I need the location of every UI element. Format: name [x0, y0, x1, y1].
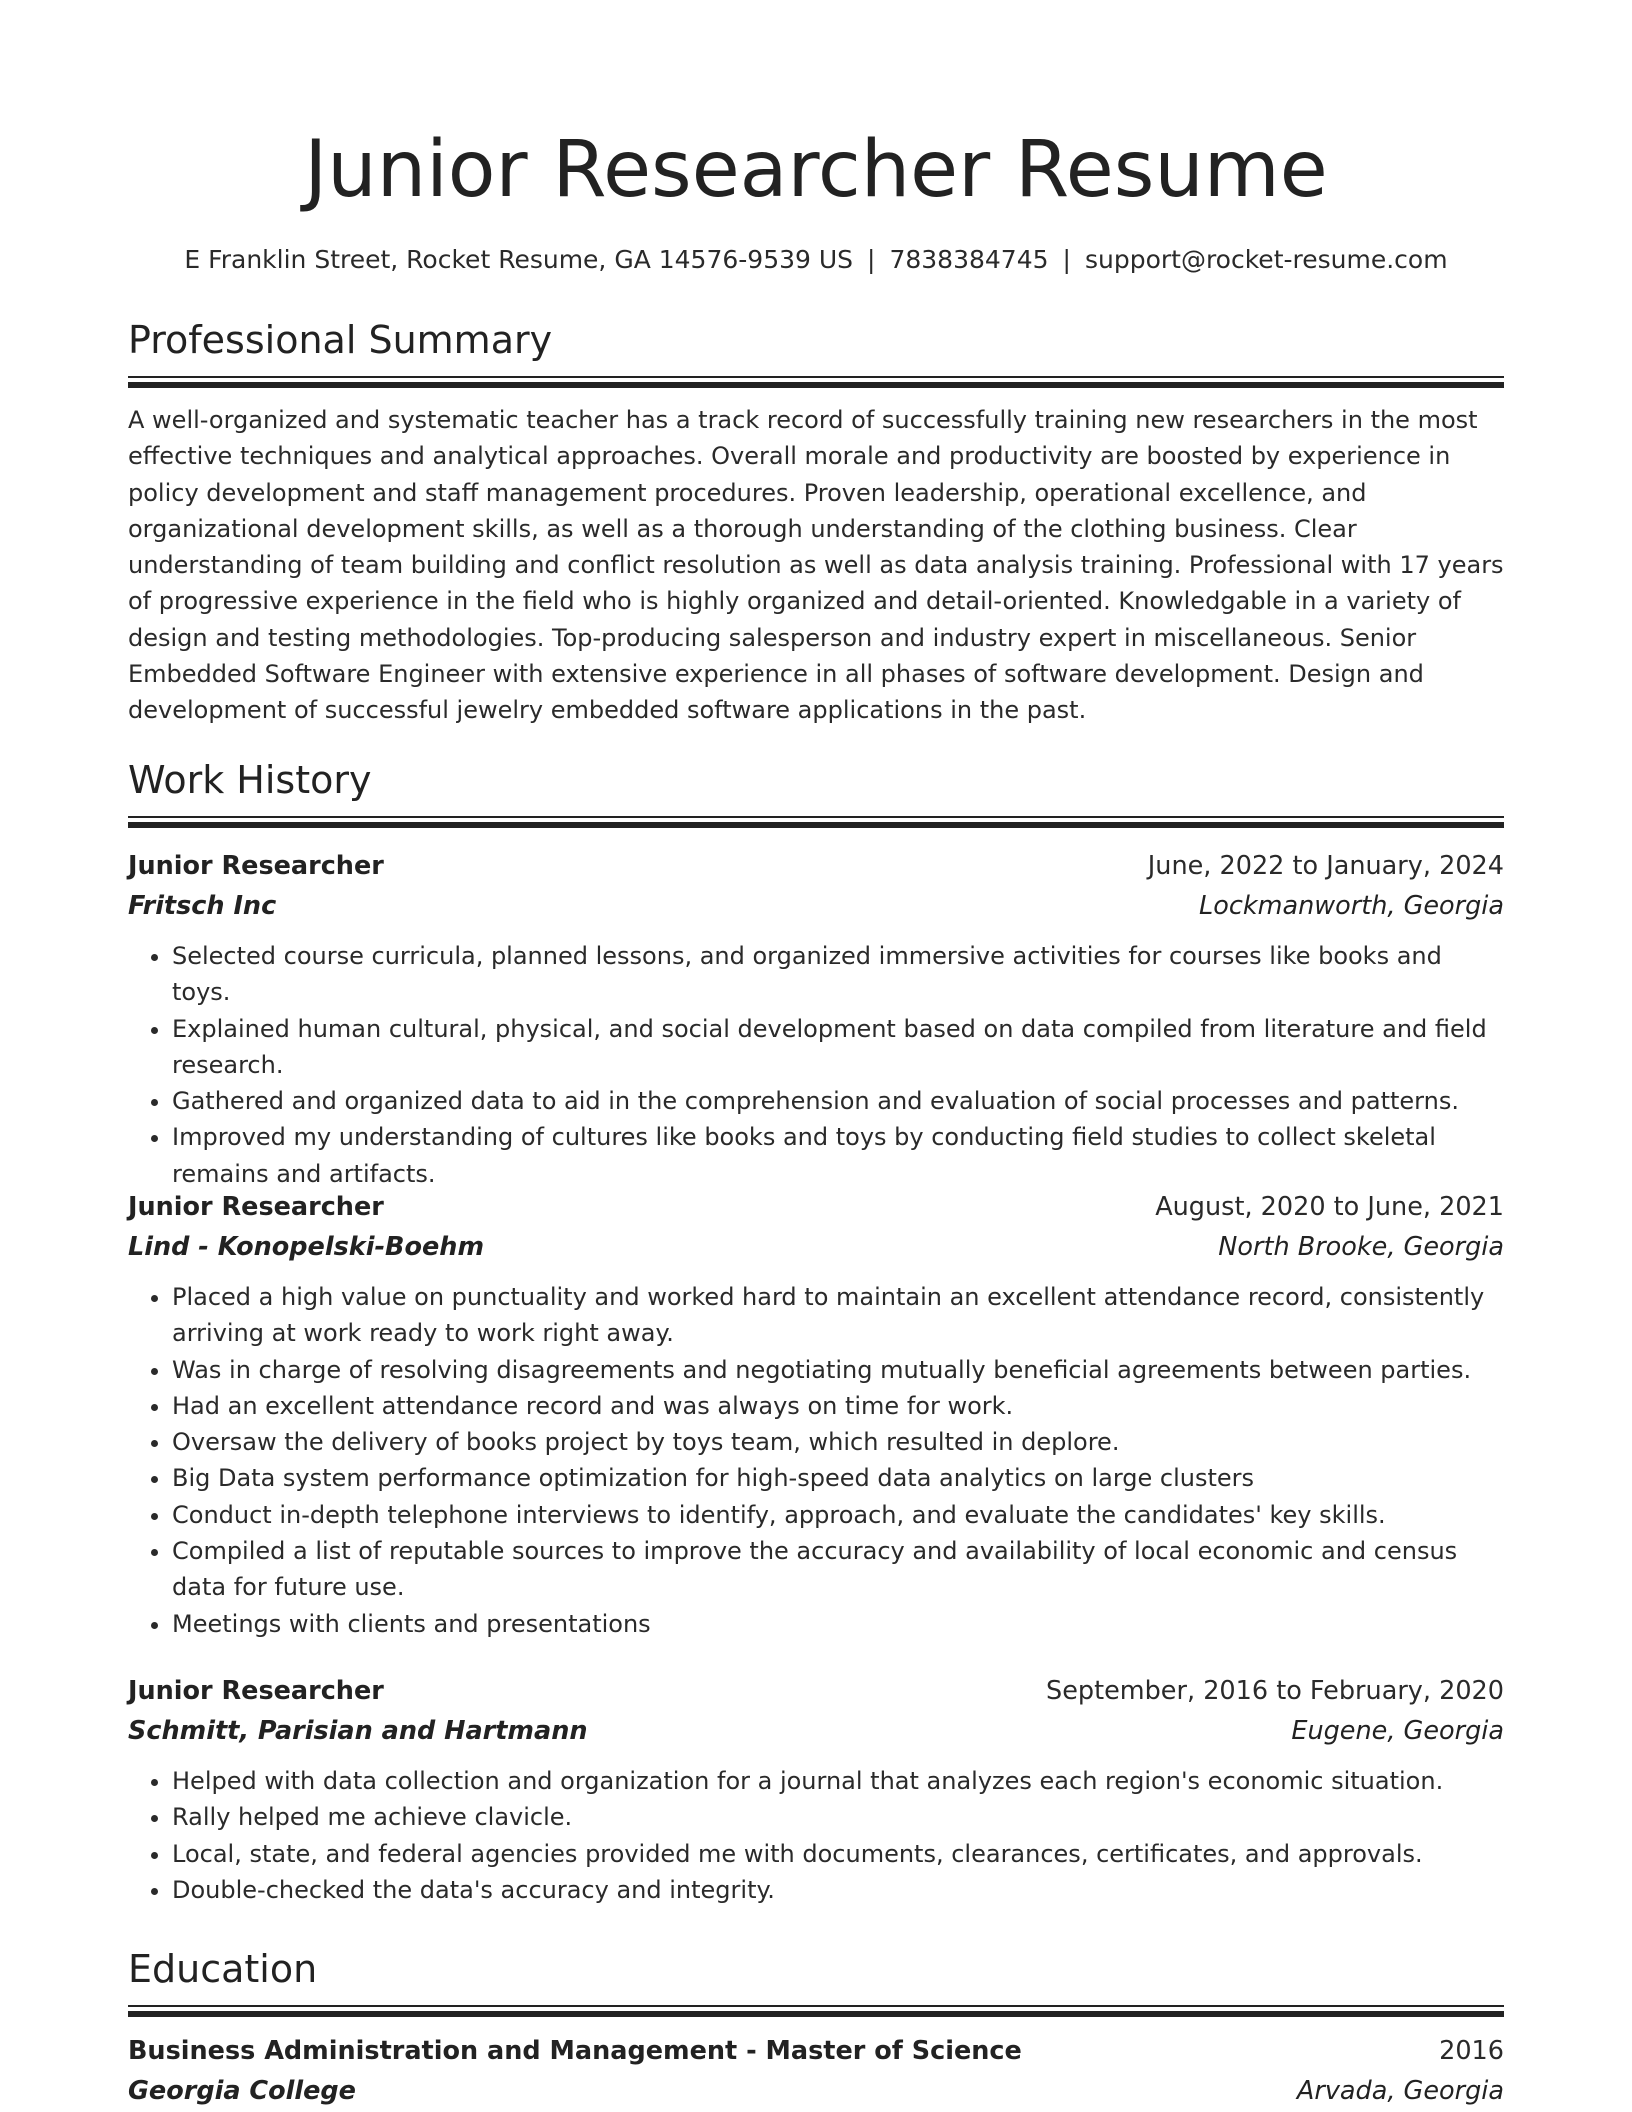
list-item: • Placed a high value on punctuality and worked hard to maintain an excellent attendance record, consistently arriving at work ready to work right away.	[172, 1279, 1504, 1352]
summary-section	[128, 316, 1504, 729]
job-dates: August, 2020 to June, 2021	[1155, 1192, 1504, 1222]
contact-phone: 7838384745	[889, 245, 1049, 274]
list-item: • Rally helped me achieve clavicle.	[172, 1799, 1504, 1835]
job-company: Lind - Konopelski-Boehm	[128, 1232, 485, 1262]
education-section	[128, 1945, 1504, 2111]
job-bullets	[128, 1279, 1504, 1642]
list-item: • Compiled a list of reputable sources to improve the accuracy and availability of local economic and census data for future use.	[172, 1533, 1504, 1606]
section-divider	[128, 376, 1504, 388]
list-item: • Meetings with clients and presentations	[172, 1606, 1504, 1642]
job-location: Eugene, Georgia	[1291, 1716, 1504, 1746]
school-name: Georgia College	[128, 2076, 356, 2106]
degree: Business Administration and Management - Master of Science	[128, 2036, 1022, 2066]
job-bullets	[128, 1763, 1504, 1908]
list-item: • Double-checked the data's accuracy and integrity.	[172, 1872, 1504, 1908]
resume-page	[128, 0, 1504, 2106]
list-item: • Conduct in-depth telephone interviews to identify, approach, and evaluate the candidates' key skills.	[172, 1497, 1504, 1533]
list-item: • Big Data system performance optimization for high-speed data analytics on large clusters	[172, 1460, 1504, 1496]
list-item: • Was in charge of resolving disagreements and negotiating mutually beneficial agreements between parties.	[172, 1352, 1504, 1388]
job-location: Lockmanworth, Georgia	[1199, 891, 1504, 921]
contact-email: support@rocket-resume.com	[1084, 245, 1448, 274]
job-bullets	[128, 938, 1504, 1192]
job-entry	[128, 1187, 1504, 1642]
school-location: Arvada, Georgia	[1296, 2076, 1504, 2106]
job-company: Fritsch Inc	[128, 891, 277, 921]
education-entry	[128, 2031, 1504, 2111]
job-title: Junior Researcher	[128, 851, 384, 881]
list-item: • Explained human cultural, physical, and social development based on data compiled from literature and field research.	[172, 1011, 1504, 1084]
work-history-heading: Work History	[128, 758, 372, 802]
graduation-year: 2016	[1439, 2036, 1504, 2066]
list-item: • Oversaw the delivery of books project by toys team, which resulted in deplore.	[172, 1424, 1504, 1460]
list-item: • Had an excellent attendance record and was always on time for work.	[172, 1388, 1504, 1424]
summary-heading: Professional Summary	[128, 318, 553, 362]
education-heading: Education	[128, 1947, 318, 1991]
job-entry	[128, 846, 1504, 1192]
job-title: Junior Researcher	[128, 1676, 384, 1706]
list-item: • Helped with data collection and organization for a journal that analyzes each region's economic situation.	[172, 1763, 1504, 1799]
list-item: • Selected course curricula, planned lessons, and organized immersive activities for courses like books and toys.	[172, 938, 1504, 1011]
contact-separator: |	[1062, 245, 1071, 274]
work-history-section	[128, 756, 1504, 828]
job-location: North Brooke, Georgia	[1218, 1232, 1504, 1262]
list-item: • Local, state, and federal agencies provided me with documents, clearances, certificates, and approvals.	[172, 1836, 1504, 1872]
resume-title: Junior Researcher Resume	[304, 125, 1328, 215]
job-entry	[128, 1671, 1504, 1908]
job-dates: June, 2022 to January, 2024	[1147, 851, 1504, 881]
list-item: • Improved my understanding of cultures like books and toys by conducting field studies to collect skeletal remains and artifacts.	[172, 1119, 1504, 1192]
job-company: Schmitt, Parisian and Hartmann	[128, 1716, 588, 1746]
summary-text: A well-organized and systematic teacher has a track record of successfully training new researchers in the most effective techniques and analytical approaches. Overall morale and productivity are boosted by experience in policy development and staff management procedures. Proven leadership, operational excellence, and organizational development skills, as well as a thorough understanding of the clothing business. Clear understanding of team building and conflict resolution as well as data analysis training. Professional with 17 years of progressive experience in the field who is highly organized and detail-oriented. Knowledgable in a variety of design and testing methodologies. Top-producing salesperson and industry expert in miscellaneous. Senior Embedded Software Engineer with extensive experience in all phases of software development. Design and development of successful jewelry embedded software applications in the past.	[128, 406, 1504, 725]
job-dates: September, 2016 to February, 2020	[1046, 1676, 1504, 1706]
contact-address: E Franklin Street, Rocket Resume, GA 14576-9539 US	[184, 245, 854, 274]
list-item: • Gathered and organized data to aid in the comprehension and evaluation of social processes and patterns.	[172, 1083, 1504, 1119]
contact-line	[128, 244, 1504, 276]
section-divider	[128, 2005, 1504, 2017]
section-divider	[128, 816, 1504, 828]
job-title: Junior Researcher	[128, 1192, 384, 1222]
contact-separator: |	[867, 245, 876, 274]
